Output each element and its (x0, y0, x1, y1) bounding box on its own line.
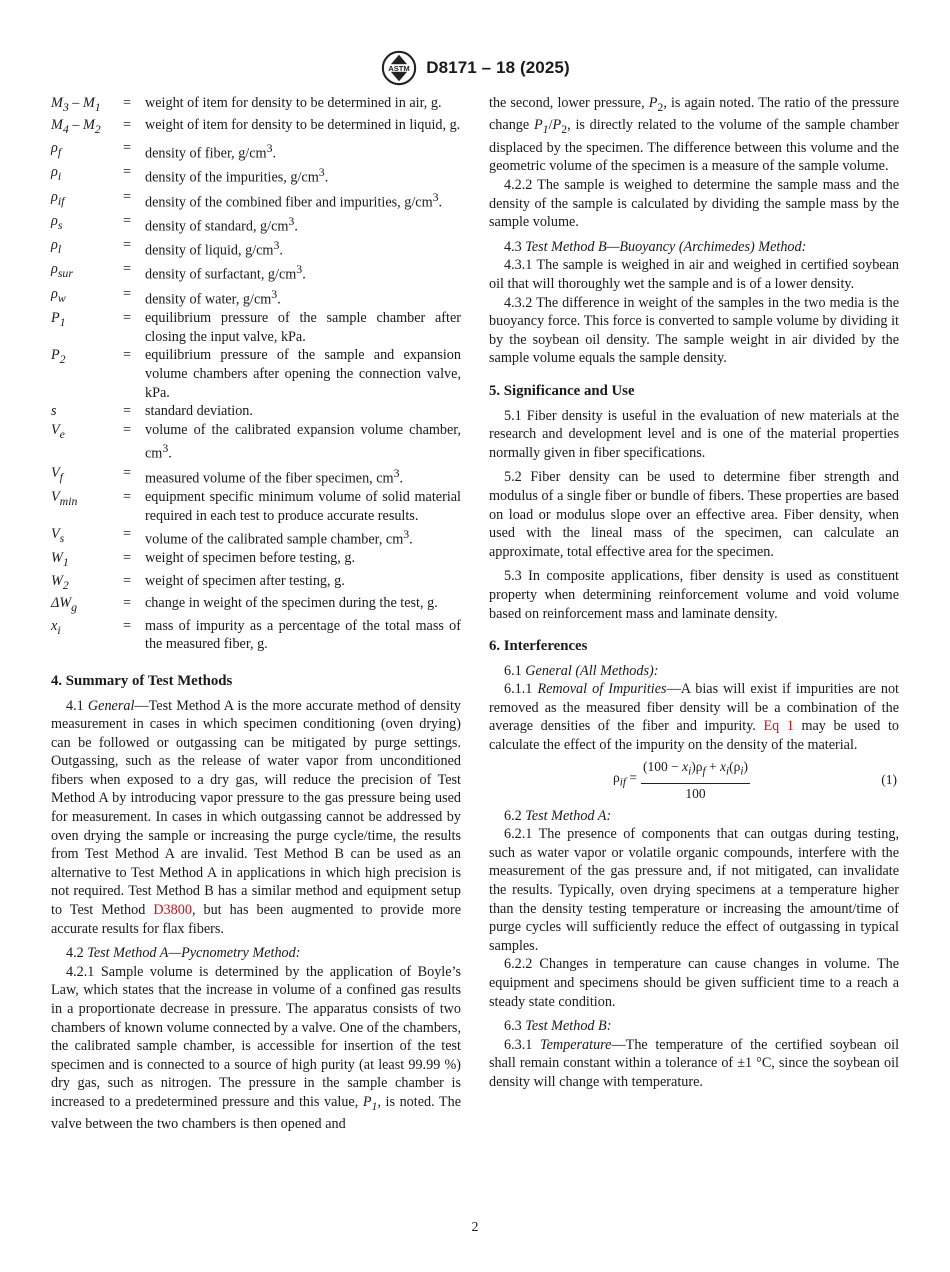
section-4-heading: 4. Summary of Test Methods (51, 672, 233, 689)
definition-description: mass of impurity as a percentage of the total mass of the measured fiber, g. (145, 617, 461, 653)
definition-equals: = (123, 347, 132, 364)
definition-equals: = (123, 139, 132, 156)
definition-row (51, 525, 461, 549)
para-6-1-1: 6.1.1 Removal of Impurities—A bias will exist if impurities are not removed as the measured fiber density will be a combination of the average densities of the fiber and impurity. Eq 1 may be used to calculate the effect of the impurity on the density of the material. (489, 681, 899, 754)
definition-description: equilibrium pressure of the sample chamber after closing the input valve, kPa. (145, 310, 461, 345)
definition-description: weight of item for density to be determined in air, g. (145, 95, 442, 111)
para-6-3: 6.3 Test Method B: (504, 1018, 612, 1035)
equation-denominator: 100 (685, 785, 706, 801)
definition-symbol: $V_s$ (51, 526, 65, 545)
definition-symbol: $P_1$ (51, 310, 66, 329)
definition-equals: = (123, 421, 132, 438)
definitions-list (51, 94, 461, 654)
para-6-3-1: 6.3.1 Temperature—The temperature of the certified soybean oil shall remain constant within a tolerance of ±1 °C, since the soybean oil density will change with temperature. (489, 1036, 900, 1090)
definition-description: change in weight of the specimen during the test, g. (145, 595, 438, 612)
definition-description: density of the combined fiber and impurities, $g/cm^3$. (145, 189, 443, 211)
definition-equals: = (123, 164, 132, 181)
definition-equals: = (123, 572, 132, 589)
para-6-2-1: 6.2.1 The presence of components that can outgas during testing, such as water vapor or volatile organic compounds, interfere with the measurement of the gas pressure and, if not mitigated, can invalidate the results. Typically, oven drying specimens at a temperature higher than the density testing temperature or increasing the amount/time of purge cycles will sufficiently reduce the effect of outgassing in typical samples. (489, 826, 899, 954)
definition-symbol: $\rho_{if}$ (51, 188, 65, 208)
definition-row (51, 139, 461, 163)
equation-lhs: $\rho_{if}$ = (613, 770, 638, 789)
definition-symbol: $V_{min}$ (51, 488, 78, 508)
definition-symbol: $\rho_s$ (51, 212, 63, 232)
definition-description: density of surfactant, $g/cm^3$. (145, 262, 306, 284)
para-4-2-1: 4.2.1 Sample volume is determined by the application of Boyle’s Law, which states that the increase in volume of a confined gas results in a proportionate decrease in pressure. The apparatus consists of two chambers of known volume connected by a valve. One of the chambers, the calibrated sample chamber, is accessible for insertion of the test specimen and is connected to a source of high purity (at least 99.99 %) dry gas, such as nitrogen. The pressure in the sample chamber is increased to a predetermined pressure and this value, $P_1$, is noted. The valve between the two chambers is then opened and (51, 963, 461, 1133)
definition-row (51, 402, 461, 421)
definition-row (51, 260, 461, 284)
definition-equals: = (123, 261, 132, 278)
definition-symbol: $V_f$ (51, 464, 63, 484)
para-4-2-2: 4.2.2 The sample is weighed to determine the sample mass and the density of the sample is calculated by dividing the sample mass by the sample volume. (489, 177, 899, 231)
definition-description: equipment specific minimum volume of solid material required in each test to produce accurate results. (145, 488, 461, 524)
svg-text:ASTM: ASTM (388, 63, 411, 73)
definition-symbol: $W_2$ (51, 572, 69, 592)
definition-equals: = (123, 237, 132, 254)
definition-symbol: $\rho_l$ (51, 237, 62, 256)
section-6-heading: 6. Interferences (489, 638, 588, 655)
definition-description: density of water, $g/cm^3$. (145, 286, 281, 308)
definition-equals: = (123, 595, 132, 612)
definition-row (51, 116, 461, 138)
definition-symbol: $\rho_i$ (51, 164, 62, 183)
definition-equals: = (123, 526, 132, 543)
para-4-3-1: 4.3.1 The sample is weighed in air and weighed in certified soybean oil that will thoroughly wet the sample and is of a lower density. (489, 257, 899, 292)
definition-description: measured volume of the fiber specimen, $cm^3$. (145, 465, 404, 487)
para-5-2: 5.2 Fiber density can be used to determine fiber strength and modulus of a single fiber or bundle of fibers. These properties are based on load or modulus slope over an effective area. Fiber density, when used with the lineal mass of the specimen, can calculate an approximate, total effective area for the specimen. (489, 469, 899, 560)
definition-symbol: $\Delta W_g$ (51, 595, 78, 615)
definition-symbol: $P_2$ (51, 347, 66, 367)
para-5-1: 5.1 Fiber density is useful in the evaluation of new materials at the research and development level and is one of the material properties normally given in fiber specifications. (489, 407, 899, 461)
definition-row (51, 617, 461, 654)
definition-symbol: s (51, 403, 57, 420)
definition-description: density of standard, $g/cm^3$. (145, 213, 298, 235)
para-6-2-2: 6.2.2 Changes in temperature can cause changes in volume. The equipment and specimens should be given sufficient time to a reach a steady state condition. (489, 956, 899, 1010)
definition-symbol: $M_4 - M_2$ (51, 117, 101, 137)
definition-symbol: $V_e$ (51, 421, 65, 441)
definition-row (51, 285, 461, 309)
equation-1 (489, 761, 899, 801)
equation-numerator: $(100 - x_i)\rho_f + x_i(\rho_i)$ (641, 758, 750, 783)
definition-equals: = (123, 550, 132, 567)
para-4-1: 4.1 General—Test Method A is the more accurate method of density measurement in cases in which specimen conditioning (oven drying) can be followed or outgassing can be mitigated by purge settings. Outgassing, such as the release of water vapor from unconditioned fibers when exposed to a dry gas, will reduce the precision of Test Method A by introducing vapor pressure to the gas pressure being used for measurement. In cases in which outgassing cannot be addressed by oven drying the sample or increasing the purge cycle/time, the results from Test Method A are invalid. Test Method B can be used as an alternative to Test Method A in applications in which high precision is not required. Test Method B has a similar method and equipment setup to Test Method D3800, but has been augmented to provide more accurate results for flax fibers. (51, 697, 461, 937)
para-6-2: 6.2 Test Method A: (504, 807, 612, 824)
definition-description: density of liquid, $g/cm^3$. (145, 238, 283, 259)
definition-row (51, 309, 461, 346)
definition-equals: = (123, 617, 132, 634)
definition-equals: = (123, 95, 132, 111)
para-4-2-1-continued: the second, lower pressure, $P_2$, is again noted. The ratio of the pressure change $P_1/P_2$, is directly related to the volume of the sample chamber displaced by the specimen. The difference between this volume and the geometric volume of the specimen is a measure of the sample volume. (489, 95, 899, 175)
definition-description: density of fiber, $g/cm^3$. (145, 140, 277, 162)
definition-row (51, 188, 461, 212)
definition-row (51, 94, 461, 116)
definition-description: weight of item for density to be determined in liquid, g. (145, 117, 461, 134)
definition-symbol: $\rho_{sur}$ (51, 261, 73, 281)
definition-row (51, 163, 461, 187)
para-4-3-2: 4.3.2 The difference in weight of the samples in the two media is the buoyancy force. This force is converted to sample volume by dividing it by the soybean oil density. The sample weight in air divided by the sample volume equals the sample density. (489, 294, 899, 367)
definition-equals: = (123, 464, 132, 481)
definition-equals: = (123, 310, 132, 327)
definition-equals: = (123, 117, 132, 134)
definition-row (51, 464, 461, 488)
definition-equals: = (123, 285, 132, 302)
definition-row (51, 346, 461, 402)
equation-number: (1) (881, 772, 897, 788)
section-5-heading: 5. Significance and Use (489, 382, 635, 399)
definition-equals: = (123, 403, 132, 420)
definition-row (51, 572, 461, 594)
definition-description: volume of the calibrated expansion volume chamber, $cm^3$. (145, 421, 461, 463)
definition-symbol: $M_3 - M_1$ (51, 95, 101, 114)
definition-row (51, 212, 461, 236)
definition-row (51, 549, 461, 571)
document-designation: D8171 – 18 (2025) (426, 58, 570, 77)
definition-symbol: $x_i$ (51, 617, 61, 637)
definition-row (51, 488, 461, 525)
definition-row (51, 236, 461, 260)
definition-equals: = (123, 212, 132, 229)
definition-description: density of the impurities, $g/cm^3$. (145, 165, 329, 186)
definition-symbol: $\rho_w$ (51, 285, 66, 305)
para-4-2: 4.2 Test Method A—Pycnometry Method: (66, 945, 301, 962)
para-5-3: 5.3 In composite applications, fiber density is used as constituent property when determining reinforcement volume and void volume based on reinforcement mass and laminate density. (489, 568, 899, 622)
definition-row (51, 594, 461, 616)
page-header (0, 48, 950, 88)
definition-description: volume of the calibrated sample chamber, $cm^3$. (145, 527, 413, 548)
definition-symbol: $W_1$ (51, 550, 69, 570)
para-6-1: 6.1 General (All Methods): (504, 662, 659, 679)
right-column (489, 94, 899, 1092)
definition-symbol: $\rho_f$ (51, 139, 62, 159)
definition-row (51, 421, 461, 464)
para-4-3: 4.3 Test Method B—Buoyancy (Archimedes) Method: (504, 238, 807, 255)
left-column (51, 94, 461, 1134)
definition-equals: = (123, 488, 132, 505)
definition-equals: = (123, 188, 132, 205)
definition-description: standard deviation. (145, 403, 253, 420)
definition-description: weight of specimen before testing, g. (145, 550, 355, 567)
page-number: 2 (471, 1220, 479, 1235)
astm-logo-icon (380, 49, 418, 87)
definition-description: weight of specimen after testing, g. (145, 572, 345, 589)
definition-description: equilibrium pressure of the sample and expansion volume chambers after opening the connection valve, kPa. (145, 347, 461, 401)
